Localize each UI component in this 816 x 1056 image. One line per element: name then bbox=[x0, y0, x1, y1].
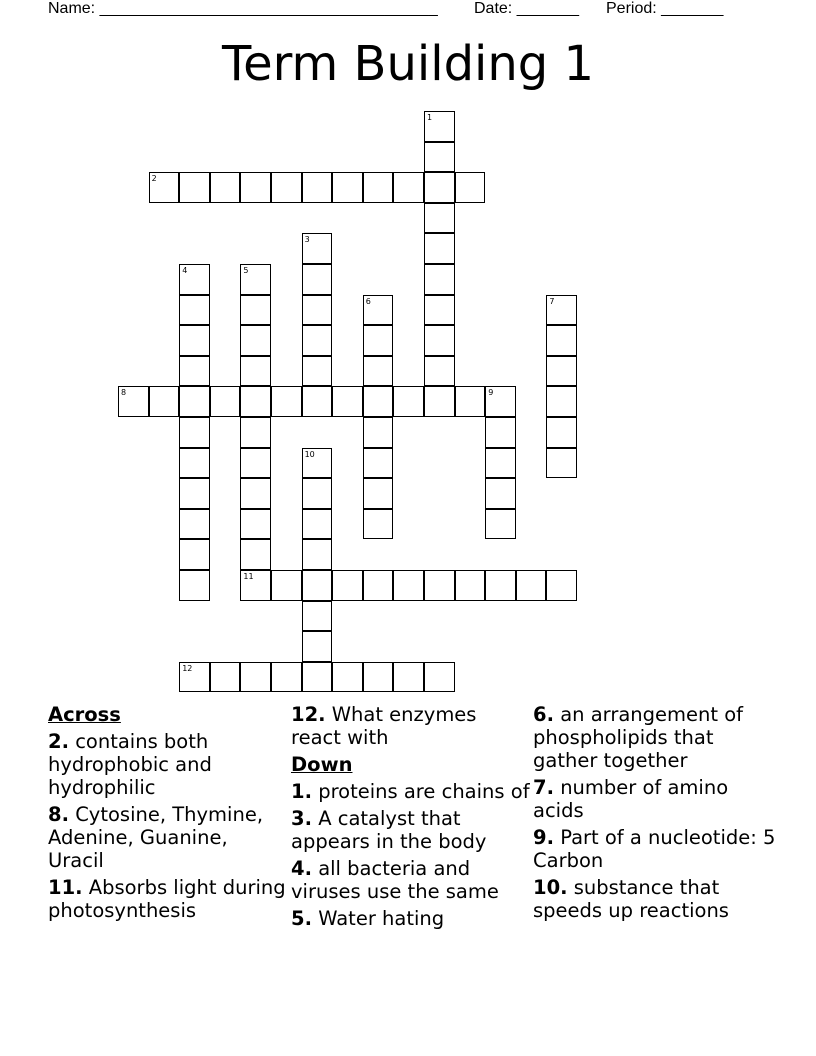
crossword-cell[interactable] bbox=[363, 172, 394, 203]
clues-column-3 bbox=[533, 703, 783, 926]
cell-number: 4 bbox=[182, 266, 188, 275]
crossword-cell[interactable] bbox=[302, 233, 333, 264]
crossword-cell[interactable] bbox=[240, 509, 271, 540]
crossword-cell[interactable] bbox=[546, 417, 577, 448]
crossword-cell[interactable] bbox=[546, 386, 577, 417]
clue-number: 7. bbox=[533, 776, 554, 799]
clue-text: number of amino acids bbox=[533, 776, 729, 822]
cell-number: 5 bbox=[243, 266, 249, 275]
crossword-cell[interactable] bbox=[424, 233, 455, 264]
crossword-cell[interactable] bbox=[179, 325, 210, 356]
clue-down-4 bbox=[291, 857, 531, 903]
crossword-cell[interactable] bbox=[302, 662, 333, 693]
crossword-cell[interactable] bbox=[485, 509, 516, 540]
crossword-cell[interactable] bbox=[424, 570, 455, 601]
clue-number: 3. bbox=[291, 807, 312, 830]
crossword-cell[interactable] bbox=[179, 570, 210, 601]
crossword-cell[interactable] bbox=[240, 662, 271, 693]
clue-number: 1. bbox=[291, 780, 312, 803]
crossword-cell[interactable] bbox=[455, 570, 486, 601]
clue-number: 9. bbox=[533, 826, 554, 849]
crossword-cell[interactable] bbox=[363, 448, 394, 479]
crossword-cell[interactable] bbox=[149, 386, 180, 417]
crossword-cell[interactable] bbox=[302, 478, 333, 509]
across-heading: Across bbox=[48, 703, 121, 726]
cell-number: 10 bbox=[304, 449, 315, 459]
clue-down-6 bbox=[533, 703, 783, 772]
crossword-cell[interactable] bbox=[363, 386, 394, 417]
cell-number: 1 bbox=[427, 113, 433, 122]
crossword-cell[interactable] bbox=[179, 295, 210, 326]
crossword-cell[interactable] bbox=[455, 172, 486, 203]
crossword-cell[interactable] bbox=[240, 325, 271, 356]
crossword-cell[interactable] bbox=[393, 570, 424, 601]
clue-down-5 bbox=[291, 907, 531, 930]
crossword-cell[interactable] bbox=[179, 386, 210, 417]
clue-text: all bacteria and viruses use the same bbox=[291, 857, 499, 903]
clue-number: 5. bbox=[291, 907, 312, 930]
crossword-cell[interactable] bbox=[179, 539, 210, 570]
crossword-cell[interactable] bbox=[149, 172, 180, 203]
clue-down-3 bbox=[291, 807, 531, 853]
crossword-cell[interactable] bbox=[424, 264, 455, 295]
crossword-cell[interactable] bbox=[363, 325, 394, 356]
crossword-cell[interactable] bbox=[332, 386, 363, 417]
crossword-cell[interactable] bbox=[240, 570, 271, 601]
clue-text: Absorbs light during photosynthesis bbox=[48, 876, 286, 922]
crossword-cell[interactable] bbox=[546, 448, 577, 479]
cell-number: 9 bbox=[488, 388, 494, 398]
crossword-cell[interactable] bbox=[240, 172, 271, 203]
clue-across-12 bbox=[291, 703, 531, 749]
cell-number: 3 bbox=[304, 235, 310, 245]
crossword-cell[interactable] bbox=[424, 356, 455, 387]
crossword-cell[interactable] bbox=[485, 478, 516, 509]
clue-text: contains both hydrophobic and hydrophilic bbox=[48, 730, 212, 799]
crossword-cell[interactable] bbox=[363, 509, 394, 540]
clue-text: Cytosine, Thymine, Adenine, Guanine, Uracil bbox=[48, 803, 264, 872]
crossword-cell[interactable] bbox=[393, 172, 424, 203]
crossword-cell[interactable] bbox=[240, 478, 271, 509]
clue-number: 12. bbox=[291, 703, 326, 726]
crossword-cell[interactable] bbox=[240, 386, 271, 417]
crossword-cell[interactable] bbox=[393, 662, 424, 693]
clue-number: 2. bbox=[48, 730, 69, 753]
crossword-cell[interactable] bbox=[363, 356, 394, 387]
crossword-cell[interactable] bbox=[485, 417, 516, 448]
crossword-cell[interactable] bbox=[240, 539, 271, 570]
crossword-cell[interactable] bbox=[302, 264, 333, 295]
crossword-cell[interactable] bbox=[240, 295, 271, 326]
crossword-cell[interactable] bbox=[302, 356, 333, 387]
cell-number: 11 bbox=[243, 572, 254, 581]
clue-text: A catalyst that appears in the body bbox=[291, 807, 487, 853]
date-label: Date: _______ bbox=[474, 0, 579, 17]
clue-down-1 bbox=[291, 780, 531, 803]
cell-number: 6 bbox=[365, 296, 371, 306]
crossword-cell[interactable] bbox=[546, 570, 577, 601]
crossword-cell[interactable] bbox=[424, 386, 455, 417]
cell-number: 2 bbox=[151, 174, 157, 184]
crossword-cell[interactable] bbox=[516, 570, 547, 601]
crossword-cell[interactable] bbox=[179, 264, 210, 295]
crossword-cell[interactable] bbox=[240, 264, 271, 295]
clue-across-11 bbox=[48, 876, 288, 922]
crossword-cell[interactable] bbox=[424, 325, 455, 356]
crossword-cell[interactable] bbox=[424, 662, 455, 693]
crossword-cell[interactable] bbox=[363, 570, 394, 601]
clue-number: 10. bbox=[533, 876, 568, 899]
clue-number: 8. bbox=[48, 803, 69, 826]
cell-number: 12 bbox=[182, 663, 193, 673]
crossword-cell[interactable] bbox=[179, 448, 210, 479]
crossword-cell[interactable] bbox=[271, 570, 302, 601]
crossword-cell[interactable] bbox=[302, 325, 333, 356]
crossword-cell[interactable] bbox=[240, 417, 271, 448]
clue-across-8 bbox=[48, 803, 288, 872]
clue-down-9 bbox=[533, 826, 783, 872]
crossword-cell[interactable] bbox=[424, 203, 455, 234]
clue-down-10 bbox=[533, 876, 783, 922]
period-label: Period: _______ bbox=[606, 0, 724, 17]
crossword-cell[interactable] bbox=[302, 386, 333, 417]
crossword-cell[interactable] bbox=[118, 386, 149, 417]
clue-number: 6. bbox=[533, 703, 554, 726]
crossword-cell[interactable] bbox=[240, 356, 271, 387]
crossword-cell[interactable] bbox=[332, 662, 363, 693]
crossword-cell[interactable] bbox=[302, 295, 333, 326]
crossword-cell[interactable] bbox=[302, 172, 333, 203]
crossword-cell[interactable] bbox=[302, 631, 333, 662]
crossword-cell[interactable] bbox=[179, 417, 210, 448]
crossword-cell[interactable] bbox=[179, 662, 210, 693]
crossword-cell[interactable] bbox=[332, 172, 363, 203]
clues-column-1 bbox=[48, 703, 288, 926]
crossword-cell[interactable] bbox=[424, 142, 455, 173]
crossword-cell[interactable] bbox=[271, 386, 302, 417]
crossword-cell[interactable] bbox=[302, 570, 333, 601]
crossword-cell[interactable] bbox=[363, 417, 394, 448]
crossword-cell[interactable] bbox=[546, 295, 577, 326]
crossword-cell[interactable] bbox=[271, 662, 302, 693]
clue-text: Part of a nucleotide: 5 Carbon bbox=[533, 826, 776, 872]
crossword-cell[interactable] bbox=[179, 478, 210, 509]
crossword-cell[interactable] bbox=[179, 509, 210, 540]
clue-text: Water hating bbox=[318, 907, 445, 930]
crossword-cell[interactable] bbox=[302, 539, 333, 570]
crossword-cell[interactable] bbox=[424, 172, 455, 203]
clue-text: an arrangement of phospholipids that gather together bbox=[533, 703, 744, 772]
crossword-cell[interactable] bbox=[179, 356, 210, 387]
crossword-cell[interactable] bbox=[363, 662, 394, 693]
crossword-cell[interactable] bbox=[271, 172, 302, 203]
clue-number: 11. bbox=[48, 876, 83, 899]
page-title: Term Building 1 bbox=[221, 36, 595, 92]
crossword-cell[interactable] bbox=[302, 448, 333, 479]
clue-text: substance that speeds up reactions bbox=[533, 876, 729, 922]
crossword-cell[interactable] bbox=[240, 448, 271, 479]
crossword-cell[interactable] bbox=[485, 386, 516, 417]
crossword-cell[interactable] bbox=[455, 386, 486, 417]
crossword-cell[interactable] bbox=[210, 386, 241, 417]
crossword-cell[interactable] bbox=[485, 570, 516, 601]
crossword-cell[interactable] bbox=[179, 172, 210, 203]
crossword-cell[interactable] bbox=[332, 570, 363, 601]
name-label: Name: ______________________________________ bbox=[48, 0, 438, 17]
crossword-cell[interactable] bbox=[546, 356, 577, 387]
crossword-cell[interactable] bbox=[302, 601, 333, 632]
clue-across-2 bbox=[48, 730, 288, 799]
down-heading: Down bbox=[291, 753, 353, 776]
crossword-cell[interactable] bbox=[210, 662, 241, 693]
clue-down-7 bbox=[533, 776, 783, 822]
crossword-cell[interactable] bbox=[363, 295, 394, 326]
clue-text: What enzymes react with bbox=[291, 703, 477, 749]
crossword-cell[interactable] bbox=[363, 478, 394, 509]
crossword-cell[interactable] bbox=[546, 325, 577, 356]
clue-number: 4. bbox=[291, 857, 312, 880]
cell-number: 8 bbox=[121, 388, 127, 398]
crossword-cell[interactable] bbox=[302, 509, 333, 540]
crossword-cell[interactable] bbox=[485, 448, 516, 479]
clues-column-2 bbox=[291, 703, 531, 934]
cell-number: 7 bbox=[549, 296, 555, 306]
crossword-cell[interactable] bbox=[210, 172, 241, 203]
clue-text: proteins are chains of bbox=[318, 780, 530, 803]
crossword-cell[interactable] bbox=[424, 111, 455, 142]
crossword-cell[interactable] bbox=[424, 295, 455, 326]
crossword-cell[interactable] bbox=[393, 386, 424, 417]
